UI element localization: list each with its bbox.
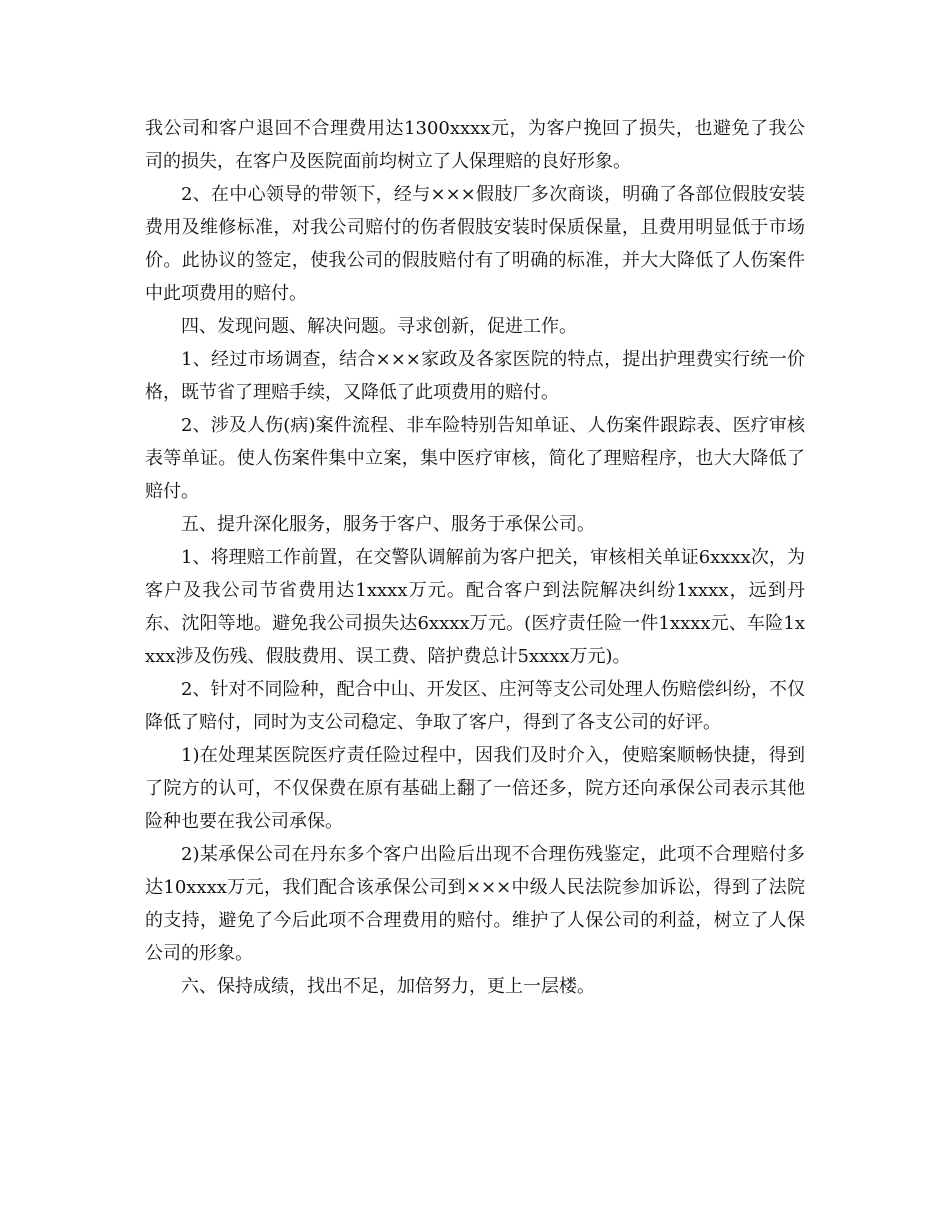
paragraph-dandong-case: 2)某承保公司在丹东多个客户出险后出现不合理伤残鉴定，此项不合理赔付多达10xxxx万元，我们配合该承保公司到×××中级人民法院参加诉讼，得到了法院的支持，避免了今后此项不合理费用的赔付。维护了人保公司的利益，树立了人保公司的形象。 (145, 844, 805, 964)
paragraph-nursing-fee: 1、经过市场调查，结合×××家政及各家医院的特点，提出护理费实行统一价格，既节省了理赔手续，又降低了此项费用的赔付。 (145, 349, 805, 403)
paragraph-hospital-case: 1)在处理某医院医疗责任险过程中，因我们及时介入，使赔案顺畅快捷，得到了院方的认可，不仅保费在原有基础上翻了一倍还多，院方还向承保公司表示其他险种也要在我公司承保。 (145, 745, 805, 832)
paragraph-claims-frontloading: 1、将理赔工作前置，在交警队调解前为客户把关，审核相关单证6xxxx次，为客户及我公司节省费用达1xxxx万元。配合客户到法院解决纠纷1xxxx，远到丹东、沈阳等地。避免我公司损失达6xxxx万元。(医疗责任险一件1xxxx元、车险1xxxx涉及伤残、假肢费用、误工费、陪护费总计5xxxx万元)。 (145, 547, 805, 667)
section-heading-six: 六、保持成绩，找出不足，加倍努力，更上一层楼。 (181, 976, 595, 997)
section-heading-five: 五、提升深化服务，服务于客户、服务于承保公司。 (181, 514, 595, 535)
paragraph-branch-support: 2、针对不同险种，配合中山、开发区、庄河等支公司处理人伤赔偿纠纷，不仅降低了赔付，同时为支公司稳定、争取了客户，得到了各支公司的好评。 (145, 679, 805, 733)
section-heading-four: 四、发现问题、解决问题。寻求创新，促进工作。 (181, 316, 577, 337)
paragraph-case-process: 2、涉及人伤(病)案件流程、非车险特别告知单证、人伤案件跟踪表、医疗审核表等单证。使人伤案件集中立案，集中医疗审核，简化了理赔程序，也大大降低了赔付。 (145, 415, 805, 502)
document-body (145, 112, 805, 1003)
paragraph-continuation: 我公司和客户退回不合理费用达1300xxxx元，为客户挽回了损失，也避免了我公司的损失，在客户及医院面前均树立了人保理赔的良好形象。 (145, 118, 805, 172)
paragraph-prosthetics-agreement: 2、在中心领导的带领下，经与×××假肢厂多次商谈，明确了各部位假肢安装费用及维修标准，对我公司赔付的伤者假肢安装时保质保量，且费用明显低于市场价。此协议的签定，使我公司的假肢赔付有了明确的标准，并大大降低了人伤案件中此项费用的赔付。 (145, 184, 805, 304)
